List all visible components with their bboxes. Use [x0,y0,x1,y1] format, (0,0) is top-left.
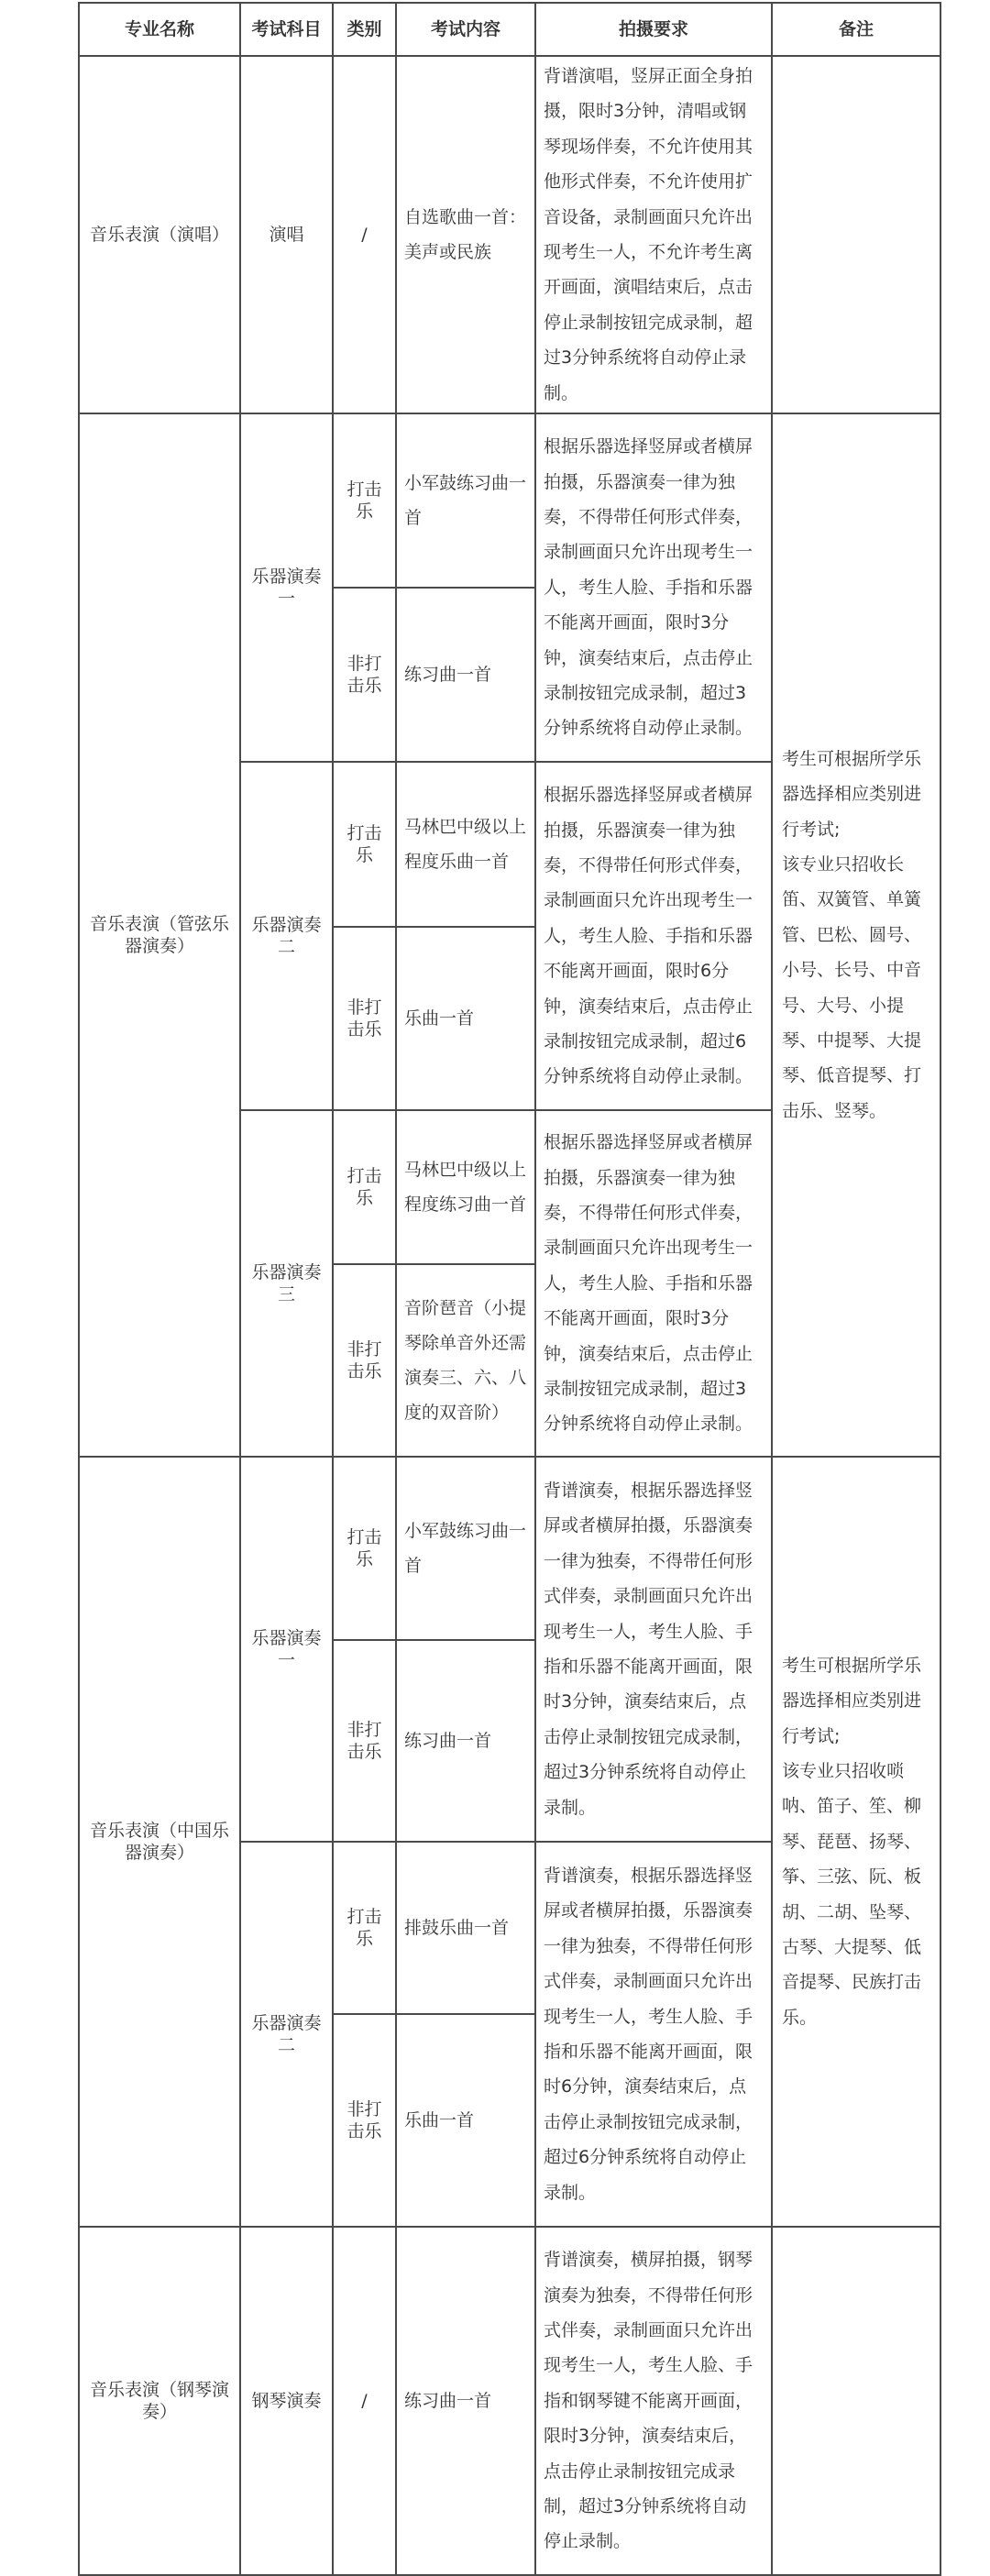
orchestral-instrument1-non-percussion-content: 练习曲一首 [396,588,535,762]
chinese-instrument2-non-percussion-content: 乐曲一首 [396,2014,535,2227]
orchestral-instrument1-subject: 乐器演奏一 [240,413,333,762]
vocal-remarks [772,56,940,413]
chinese-instrument2-percussion-label: 打击乐 [333,1842,396,2014]
header-subject: 考试科目 [240,3,333,56]
chinese-instrument2-non-percussion-label: 非打击乐 [333,2014,396,2227]
table-row [79,413,940,588]
orchestral-remarks-line1: 考生可根据所学乐器选择相应类别进行考试; [782,748,922,840]
orchestral-instrument3-requirements: 根据乐器选择竖屏或者横屏拍摄，乐器演奏一律为独奏，不得带任何形式伴奏，录制画面只允许出现考生一人，考生人脸、手指和乐器不能离开画面，限时3分钟，演奏结束后，点击停止录制按钮完成录制，超过3分钟系统将自动停止录制。 [535,1110,772,1457]
piano-major: 音乐表演（钢琴演奏） [79,2227,240,2575]
table-row [79,56,940,413]
table-row [79,2227,940,2575]
orchestral-instrument2-non-percussion-label: 非打击乐 [333,927,396,1110]
header-remarks: 备注 [772,3,940,56]
chinese-major: 音乐表演（中国乐器演奏） [79,1457,240,2227]
chinese-instrument1-non-percussion-label: 非打击乐 [333,1640,396,1842]
piano-category: / [333,2227,396,2575]
chinese-instrument1-percussion-label: 打击乐 [333,1457,396,1640]
chinese-remarks-line2: 该专业只招收唢呐、笛子、笙、柳琴、琵琶、扬琴、筝、三弦、阮、板胡、二胡、坠琴、古琴、大提琴、低音提琴、民族打击乐。 [782,1761,922,2028]
orchestral-remarks [772,413,940,1457]
header-requirements: 拍摄要求 [535,3,772,56]
chinese-remarks [772,1457,940,2227]
vocal-category: / [333,56,396,413]
header-category: 类别 [333,3,396,56]
header-major: 专业名称 [79,3,240,56]
vocal-major: 音乐表演（演唱） [79,56,240,413]
orchestral-instrument2-subject: 乐器演奏二 [240,762,333,1110]
piano-remarks [772,2227,940,2575]
orchestral-remarks-line2: 该专业只招收长笛、双簧管、单簧管、巴松、圆号、小号、长号、中音号、大号、小提琴、中提琴、大提琴、低音提琴、打击乐、竖琴。 [782,854,922,1121]
chinese-instrument1-requirements: 背谱演奏，根据乐器选择竖屏或者横屏拍摄，乐器演奏一律为独奏，不得带任何形式伴奏，录制画面只允许出现考生一人，考生人脸、手指和乐器不能离开画面，限时3分钟，演奏结束后，点击停止录制按钮完成录制，超过3分钟系统将自动停止录制。 [535,1457,772,1842]
orchestral-instrument2-non-percussion-content: 乐曲一首 [396,927,535,1110]
chinese-instrument2-percussion-content: 排鼓乐曲一首 [396,1842,535,2014]
orchestral-instrument2-percussion-label: 打击乐 [333,762,396,927]
orchestral-instrument2-requirements: 根据乐器选择竖屏或者横屏拍摄，乐器演奏一律为独奏，不得带任何形式伴奏，录制画面只允许出现考生一人，考生人脸、手指和乐器不能离开画面，限时6分钟，演奏结束后，点击停止录制按钮完成录制，超过6分钟系统将自动停止录制。 [535,762,772,1110]
vocal-content: 自选歌曲一首：美声或民族 [396,56,535,413]
orchestral-instrument1-requirements: 根据乐器选择竖屏或者横屏拍摄，乐器演奏一律为独奏，不得带任何形式伴奏，录制画面只允许出现考生一人，考生人脸、手指和乐器不能离开画面，限时3分钟，演奏结束后，点击停止录制按钮完成录制，超过3分钟系统将自动停止录制。 [535,413,772,762]
chinese-instrument1-percussion-content: 小军鼓练习曲一首 [396,1457,535,1640]
chinese-instrument1-non-percussion-content: 练习曲一首 [396,1640,535,1842]
chinese-instrument1-subject: 乐器演奏一 [240,1457,333,1842]
table-header-row [79,3,940,56]
chinese-remarks-line1: 考生可根据所学乐器选择相应类别进行考试; [782,1655,922,1746]
chinese-instrument2-requirements: 背谱演奏，根据乐器选择竖屏或者横屏拍摄，乐器演奏一律为独奏，不得带任何形式伴奏，录制画面只允许出现考生一人，考生人脸、手指和乐器不能离开画面，限时6分钟，演奏结束后，点击停止录制按钮完成录制，超过6分钟系统将自动停止录制。 [535,1842,772,2227]
vocal-requirements: 背谱演唱，竖屏正面全身拍摄，限时3分钟，清唱或钢琴现场伴奏，不允许使用其他形式伴奏，不允许使用扩音设备，录制画面只允许出现考生一人，不允许考生离开画面，演唱结束后，点击停止录制按钮完成录制，超过3分钟系统将自动停止录制。 [535,56,772,413]
table-row [79,1457,940,1640]
piano-content: 练习曲一首 [396,2227,535,2575]
piano-subject: 钢琴演奏 [240,2227,333,2575]
orchestral-instrument1-non-percussion-label: 非打击乐 [333,588,396,762]
orchestral-instrument3-non-percussion-content: 音阶琶音（小提琴除单音外还需演奏三、六、八度的双音阶） [396,1264,535,1457]
chinese-instrument2-subject: 乐器演奏二 [240,1842,333,2227]
orchestral-major: 音乐表演（管弦乐器演奏） [79,413,240,1457]
exam-requirements-table [78,2,941,2576]
orchestral-instrument3-non-percussion-label: 非打击乐 [333,1264,396,1457]
orchestral-instrument1-percussion-content: 小军鼓练习曲一首 [396,413,535,588]
header-content: 考试内容 [396,3,535,56]
orchestral-instrument2-percussion-content: 马林巴中级以上程度乐曲一首 [396,762,535,927]
orchestral-instrument1-percussion-label: 打击乐 [333,413,396,588]
orchestral-instrument3-percussion-label: 打击乐 [333,1110,396,1264]
piano-requirements: 背谱演奏，横屏拍摄，钢琴演奏为独奏，不得带任何形式伴奏，录制画面只允许出现考生一人，考生人脸、手指和钢琴键不能离开画面，限时3分钟，演奏结束后，点击停止录制按钮完成录制，超过3分钟系统将自动停止录制。 [535,2227,772,2575]
orchestral-instrument3-percussion-content: 马林巴中级以上程度练习曲一首 [396,1110,535,1264]
orchestral-instrument3-subject: 乐器演奏三 [240,1110,333,1457]
vocal-subject: 演唱 [240,56,333,413]
